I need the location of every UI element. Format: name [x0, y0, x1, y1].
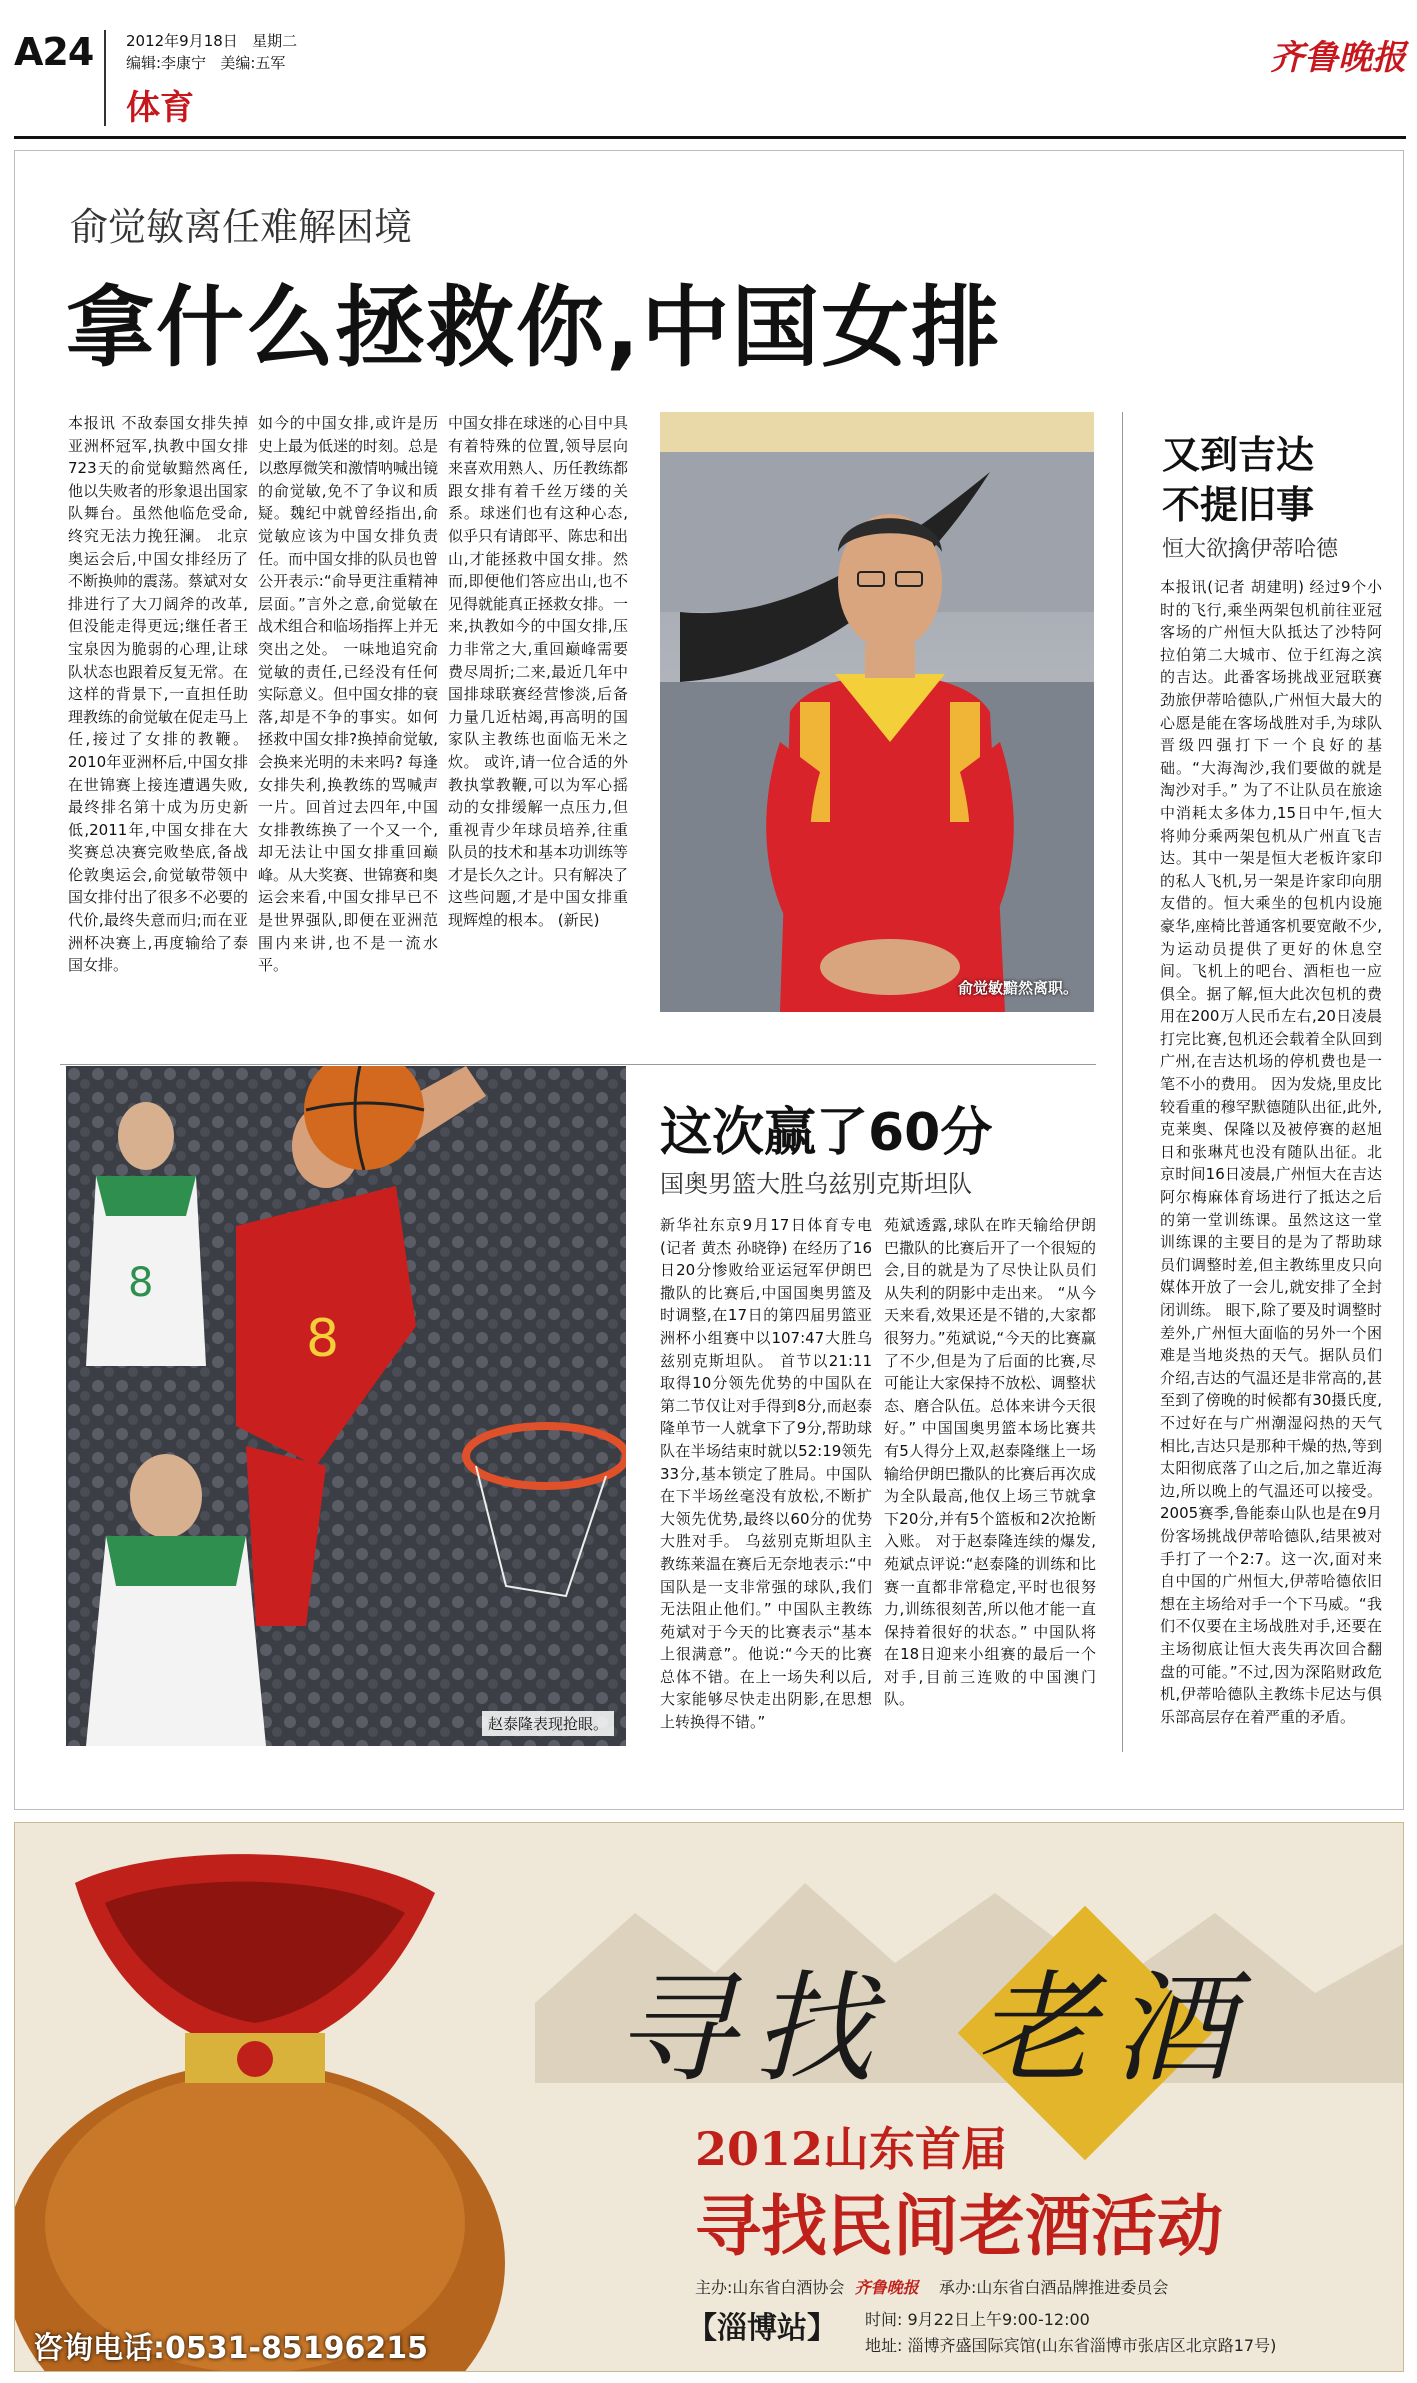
ad-banner: [14, 1822, 1404, 2372]
page-number: A24: [14, 30, 94, 74]
ad-address: 地址: 淄博齐盛国际宾馆(山东省淄博市张店区北京路17号): [865, 2336, 1277, 2355]
coach-figure: [660, 412, 1094, 1012]
story1-headline: 拿什么拯救你,中国女排: [66, 276, 1002, 379]
basketball-action-scene: [66, 1066, 626, 1746]
designer-credit: 美编:五军: [220, 54, 286, 72]
editor-credit: 编辑:李康宁: [126, 54, 207, 72]
sidebar-headline-1: 又到吉达: [1162, 433, 1315, 477]
story1-photo-caption: 俞觉敏黯然离职。: [957, 979, 1078, 997]
ad-subtitle-event: 寻找民间老酒活动: [695, 2187, 1223, 2265]
ad-sponsor-brand: 齐鲁晚报: [854, 2278, 919, 2297]
date-line: [126, 30, 297, 51]
svg-text:8: 8: [306, 1309, 340, 1369]
section-name: 体育: [126, 88, 194, 128]
ad-subtitle-year: 2012山东首届: [695, 2122, 1008, 2176]
sidebar-headline-2: 不提旧事: [1162, 483, 1315, 527]
sidebar-body: 本报讯(记者 胡建明) 经过9个小时的飞行,乘坐两架包机前往亚冠客场的广州恒大队抵达了沙特阿拉伯第二大城市、位于红海之滨的吉达。此番客场挑战亚冠联赛劲旅伊蒂哈德队,广州恒大最大的心愿是能在客场战胜对手,为球队晋级四强打下一个良好的基础。“大海淘沙,我们要做的就是淘沙对手。” 为了不让队员在旅途中消耗太多体力,15日中午,恒大将帅分乘两架包机从广州直飞吉达。其中一架是恒大老板许家印的私人飞机,另一架是许家印向朋友借的。恒大乘坐的包机内设施豪华,座椅比普通客机要宽敞不少,为运动员提供了更好的休息空间。飞机上的吧台、酒柜也一应俱全。据了解,恒大此次包机的费用在200万人民币左右,20日凌晨打完比赛,包机还会载着全队回到广州,在吉达机场的停机费也是一笔不小的费用。 因为发烧,里皮比较看重的穆罕默德随队出征,此外,克莱奥、保隆以及被停赛的赵旭日和张琳芃也没有随队出征。北京时间16日凌晨,广州恒大在吉达阿尔梅麻体育场进行了抵达之后的第一堂训练课。虽然这这一堂训练课的主要目的是为了帮助球员们调整时差,但主教练里皮只向媒体开放了一会儿,就安排了全封闭训练。 眼下,除了要及时调整时差外,广州恒大面临的另外一个困难是当地炎热的天气。据队员们介绍,吉达的气温还是非常高的,甚至到了傍晚的时候都有30摄氏度,不过好在与广州潮湿闷热的天气相比,吉达只是那种干燥的热,等到太阳彻底落了山之后,加之靠近海边,所以晚上的气温还可以接受。 2005赛季,鲁能泰山队也是在9月份客场挑战伊蒂哈德队,结果被对手打了一个2:7。这一次,面对来自中国的广州恒大,伊蒂哈德依旧想在主场给对手一个下马威。“我们不仅要在主场战胜对手,还要在主场彻底让恒大丧失再次回合翻盘的可能。”不过,因为深陷财政危机,伊蒂哈德队主教练卡尼达与俱乐部高层存在着严重的矛盾。: [1160, 578, 1382, 1726]
ad-sponsor: 主办:山东省白酒协会: [695, 2278, 845, 2297]
svg-text:8: 8: [128, 1260, 154, 1306]
story2-headline: 这次赢了60分: [660, 1103, 993, 1163]
issue-weekday: 星期二: [252, 32, 298, 50]
ad-organizer: 承办:山东省白酒品牌推进委员会: [938, 2278, 1169, 2297]
story2-column-1: 新华社东京9月17日体育专电(记者 黄杰 孙晓铮) 在经历了16日20分惨败给亚运冠军伊朗巴撒队的比赛后,中国国奥男篮及时调整,在17日的第四届男篮亚洲杯小组赛中以107:47大胜乌兹别克斯坦队。 首节以21:11取得10分领先优势的中国队在第二节仅让对手得到8分,而赵泰隆单节一人就拿下了9分,帮助球队在半场结束时就以52:19领先33分,基本锁定了胜局。中国队在下半场丝毫没有放松,不断扩大领先优势,最终以60分的优势大胜对手。 乌兹别克斯坦队主教练莱温在赛后无奈地表示:“中国队是一支非常强的球队,我们无法阻止他们。” 中国队主教练苑斌对于今天的比赛表示“基本上很满意”。他说:“今天的比赛总体不错。在上一场失利以后,大家能够尽快走出阴影,在思想上转换得不错。”: [660, 1216, 872, 1732]
issue-date: 2012年9月18日: [126, 32, 238, 50]
paper-logo: 齐鲁晚报: [1270, 38, 1406, 78]
sidebar-divider: [1122, 412, 1123, 1752]
story1-column-3: 中国女排在球迷的心目中具有着特殊的位置,领导层向来喜欢用熟人、历任教练都跟女排有着千丝万缕的关系。球迷们也有这种心态,似乎只有请郎平、陈忠和出山,才能拯救中国女排。然而,即便他们答应出山,也不见得就能真正拯救女排。一来,执教如今的中国女排,压力非常之大,重回巅峰需要费尽周折;二来,最近几年中国排球联赛经营惨淡,后备力量几近枯竭,再高明的国家队主教练也面临无米之炊。 或许,请一位合适的外教执掌教鞭,可以为军心摇动的女排缓解一点压力,但重视青少年球员培养,往重队员的技术和基本功训练等才是长久之计。只有解决了这些问题,才是中国女排重现辉煌的根本。 (新民): [448, 414, 628, 930]
story2-top-rule: [60, 1064, 1096, 1065]
story2-photo-caption: 赵泰隆表现抢眼。: [482, 1711, 614, 1736]
story1-kicker: 俞觉敏离任难解困境: [70, 205, 413, 249]
story2-photo: [66, 1066, 626, 1746]
ad-title-part1: 寻找: [615, 1960, 891, 2099]
ad-hotline-label: 咨询电话:: [33, 2331, 165, 2366]
story2-subhead: 国奥男篮大胜乌兹别克斯坦队: [660, 1170, 972, 1198]
story2-column-2: 苑斌透露,球队在昨天输给伊朗巴撒队的比赛后开了一个很短的会,目的就是为了尽快让队员们从失利的阴影中走出来。 “从今天来看,效果还是不错的,大家都很努力。”苑斌说,“今天的比赛赢了不少,但是为了后面的比赛,尽可能让大家保持不放松、调整状态、磨合队伍。总体来讲今天很好。” 中国国奥男篮本场比赛共有5人得分上双,赵泰隆继上一场输给伊朗巴撒队的比赛后再次成为全队最高,他仅上场三节就拿下20分,并有5个篮板和2次抢断入账。 对于赵泰隆连续的爆发,苑斌点评说:“赵泰隆的训练和比赛一直都非常稳定,平时也很努力,训练很刻苦,所以他才能一直保持着很好的状态。” 中国队将在18日迎来小组赛的最后一个对手,目前三连败的中国澳门队。: [884, 1216, 1096, 1709]
ad-title-part2: 老酒: [975, 1960, 1251, 2099]
ad-station: 【淄博站】: [687, 2311, 837, 2346]
story1-photo: [660, 412, 1094, 1012]
ad-hotline-number: 0531-85196215: [165, 2331, 428, 2366]
ad-hotline: [33, 2323, 428, 2367]
sidebar-subhead: 恒大欲擒伊蒂哈德: [1162, 537, 1339, 562]
editor-line: [126, 52, 285, 73]
ad-time: 时间: 9月22日上午9:00-12:00: [865, 2310, 1090, 2329]
masthead-rule: [14, 136, 1406, 139]
masthead: [0, 0, 1417, 140]
story1-column-1: 本报讯 不敌泰国女排失掉亚洲杯冠军,执教中国女排723天的俞觉敏黯然离任,他以失败者的形象退出国家队舞台。虽然他临危受命,终究无法力挽狂澜。 北京奥运会后,中国女排经历了不断换帅的震荡。蔡斌对女排进行了大刀阔斧的改革,但没能走得更远;继任者王宝泉因为脆弱的心理,让球队状态也跟着反复无常。在这样的背景下,一直担任助理教练的俞觉敏在促走马上任,接过了女排的教鞭。 2010年亚洲杯后,中国女排在世锦赛上接连遭遇失败,最终排名第十成为历史新低,2011年,中国女排在大奖赛总决赛完败垫底,备战伦敦奥运会,俞觉敏带领中国女排付出了很多不必要的代价,最终失意而归;而在亚洲杯决赛上,再度输给了泰国女排。: [68, 414, 248, 975]
story1-column-2: 如今的中国女排,或许是历史上最为低迷的时刻。总是以憨厚微笑和激情呐喊出镜的俞觉敏,免不了争议和质疑。魏纪中就曾经指出,俞觉敏应该为中国女排负责任。而中国女排的队员也曾公开表示:“俞导更注重精神层面。”言外之意,俞觉敏在战术组合和临场指挥上并无突出之处。 一味地追究俞觉敏的责任,已经没有任何实际意义。但中国女排的衰落,却是不争的事实。如何拯救中国女排?换掉俞觉敏,会换来光明的未来吗? 每逢女排失利,换教练的骂喊声一片。回首过去四年,中国女排教练换了一个又一个,却无法让中国女排重回巅峰。从大奖赛、世锦赛和奥运会来看,中国女排早已不是世界强队,即便在亚洲范围内来讲,也不是一流水平。: [258, 414, 438, 975]
page-number-divider: [104, 30, 106, 126]
ad-sponsor-line: [695, 2275, 1168, 2298]
